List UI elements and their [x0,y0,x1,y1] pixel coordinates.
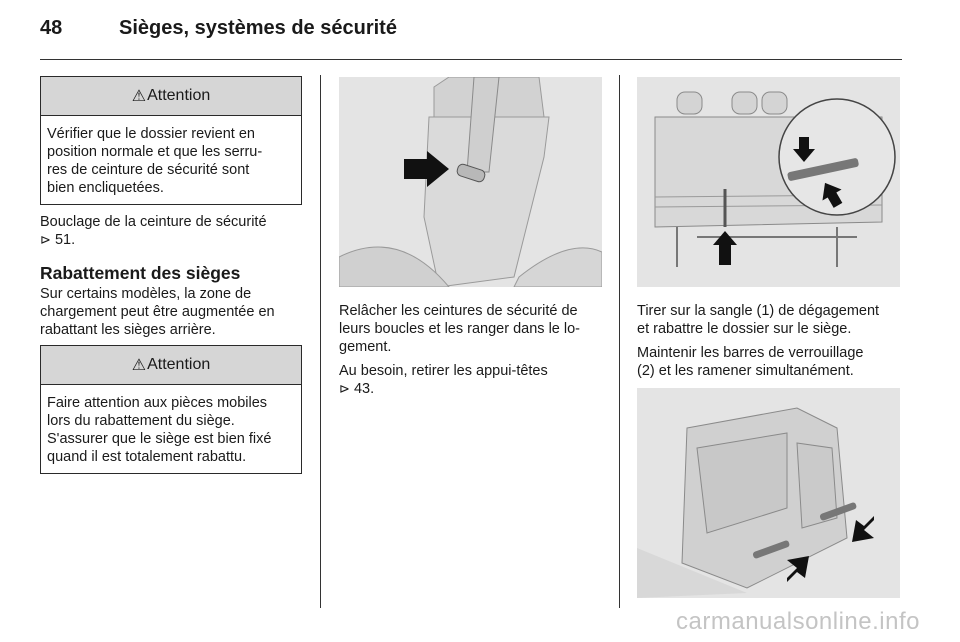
warning-label: Attention [147,356,211,373]
folding-paragraph [40,285,275,339]
warning-header [41,77,301,116]
warning-header [41,346,301,385]
warning-triangle-icon: ⚠ [131,357,147,374]
text-line: rabattant les sièges arrière. [40,322,216,338]
text-line: Sur certains modèles, la zone de [40,286,252,302]
text-line: leurs boucles et les ranger dans le lo- [339,321,580,337]
column-divider [619,75,620,608]
locking-bars-paragraph [637,344,863,380]
text-line: quand il est totalement rabattu. [47,449,247,465]
text-line: Tirer sur la sangle (1) de dégagement [637,303,880,319]
seatbelt-illustration [339,77,602,287]
text-line: lors du rabattement du siège. [47,413,235,429]
headrest-paragraph [339,362,548,398]
release-paragraph [339,302,580,356]
text-line: Au besoin, retirer les appui-têtes [339,363,548,379]
page-reference[interactable] [40,231,267,249]
warning-text [41,385,301,476]
warning-triangle-icon: ⚠ [131,88,147,105]
text-line: position normale et que les serru- [47,144,263,160]
page-reference-icon: ⊳ [40,232,51,247]
warning-box [40,345,302,474]
watermark: carmanualsonline.info [676,608,920,635]
text-line: bien encliquetées. [47,180,164,196]
text-line: gement. [339,339,392,355]
reference-page: 51. [54,232,76,248]
header-divider [40,59,902,60]
text-line: Maintenir les barres de verrouillage [637,345,864,361]
page-reference[interactable] [339,380,548,398]
fold-seat-illustration [637,77,900,287]
text-line: chargement peut être augmentée en [40,304,275,320]
text-line: Relâcher les ceintures de sécurité de [339,303,578,319]
warning-box [40,76,302,205]
locking-bars-illustration [637,388,900,598]
text-line: Bouclage de la ceinture de sécurité [40,214,267,230]
text-line: (2) et les ramener simultanément. [637,363,854,379]
text-line: Vérifier que le dossier revient en [47,126,255,142]
page-title: Sièges, systèmes de sécurité [119,17,397,39]
warning-text [41,116,301,207]
page-number: 48 [40,17,63,39]
text-line: et rabattre le dossier sur le siège. [637,321,852,337]
text-line: res de ceinture de sécurité sont [47,162,250,178]
column-divider [320,75,321,608]
warning-label: Attention [147,87,211,104]
buckle-paragraph [40,213,267,249]
page-reference-icon: ⊳ [339,381,350,396]
page-header [40,17,902,51]
section-heading: Rabattement des sièges [40,263,241,283]
reference-page: 43. [353,381,375,397]
strap-paragraph [637,302,879,338]
text-line: Faire attention aux pièces mobiles [47,395,268,411]
text-line: S'assurer que le siège est bien fixé [47,431,272,447]
